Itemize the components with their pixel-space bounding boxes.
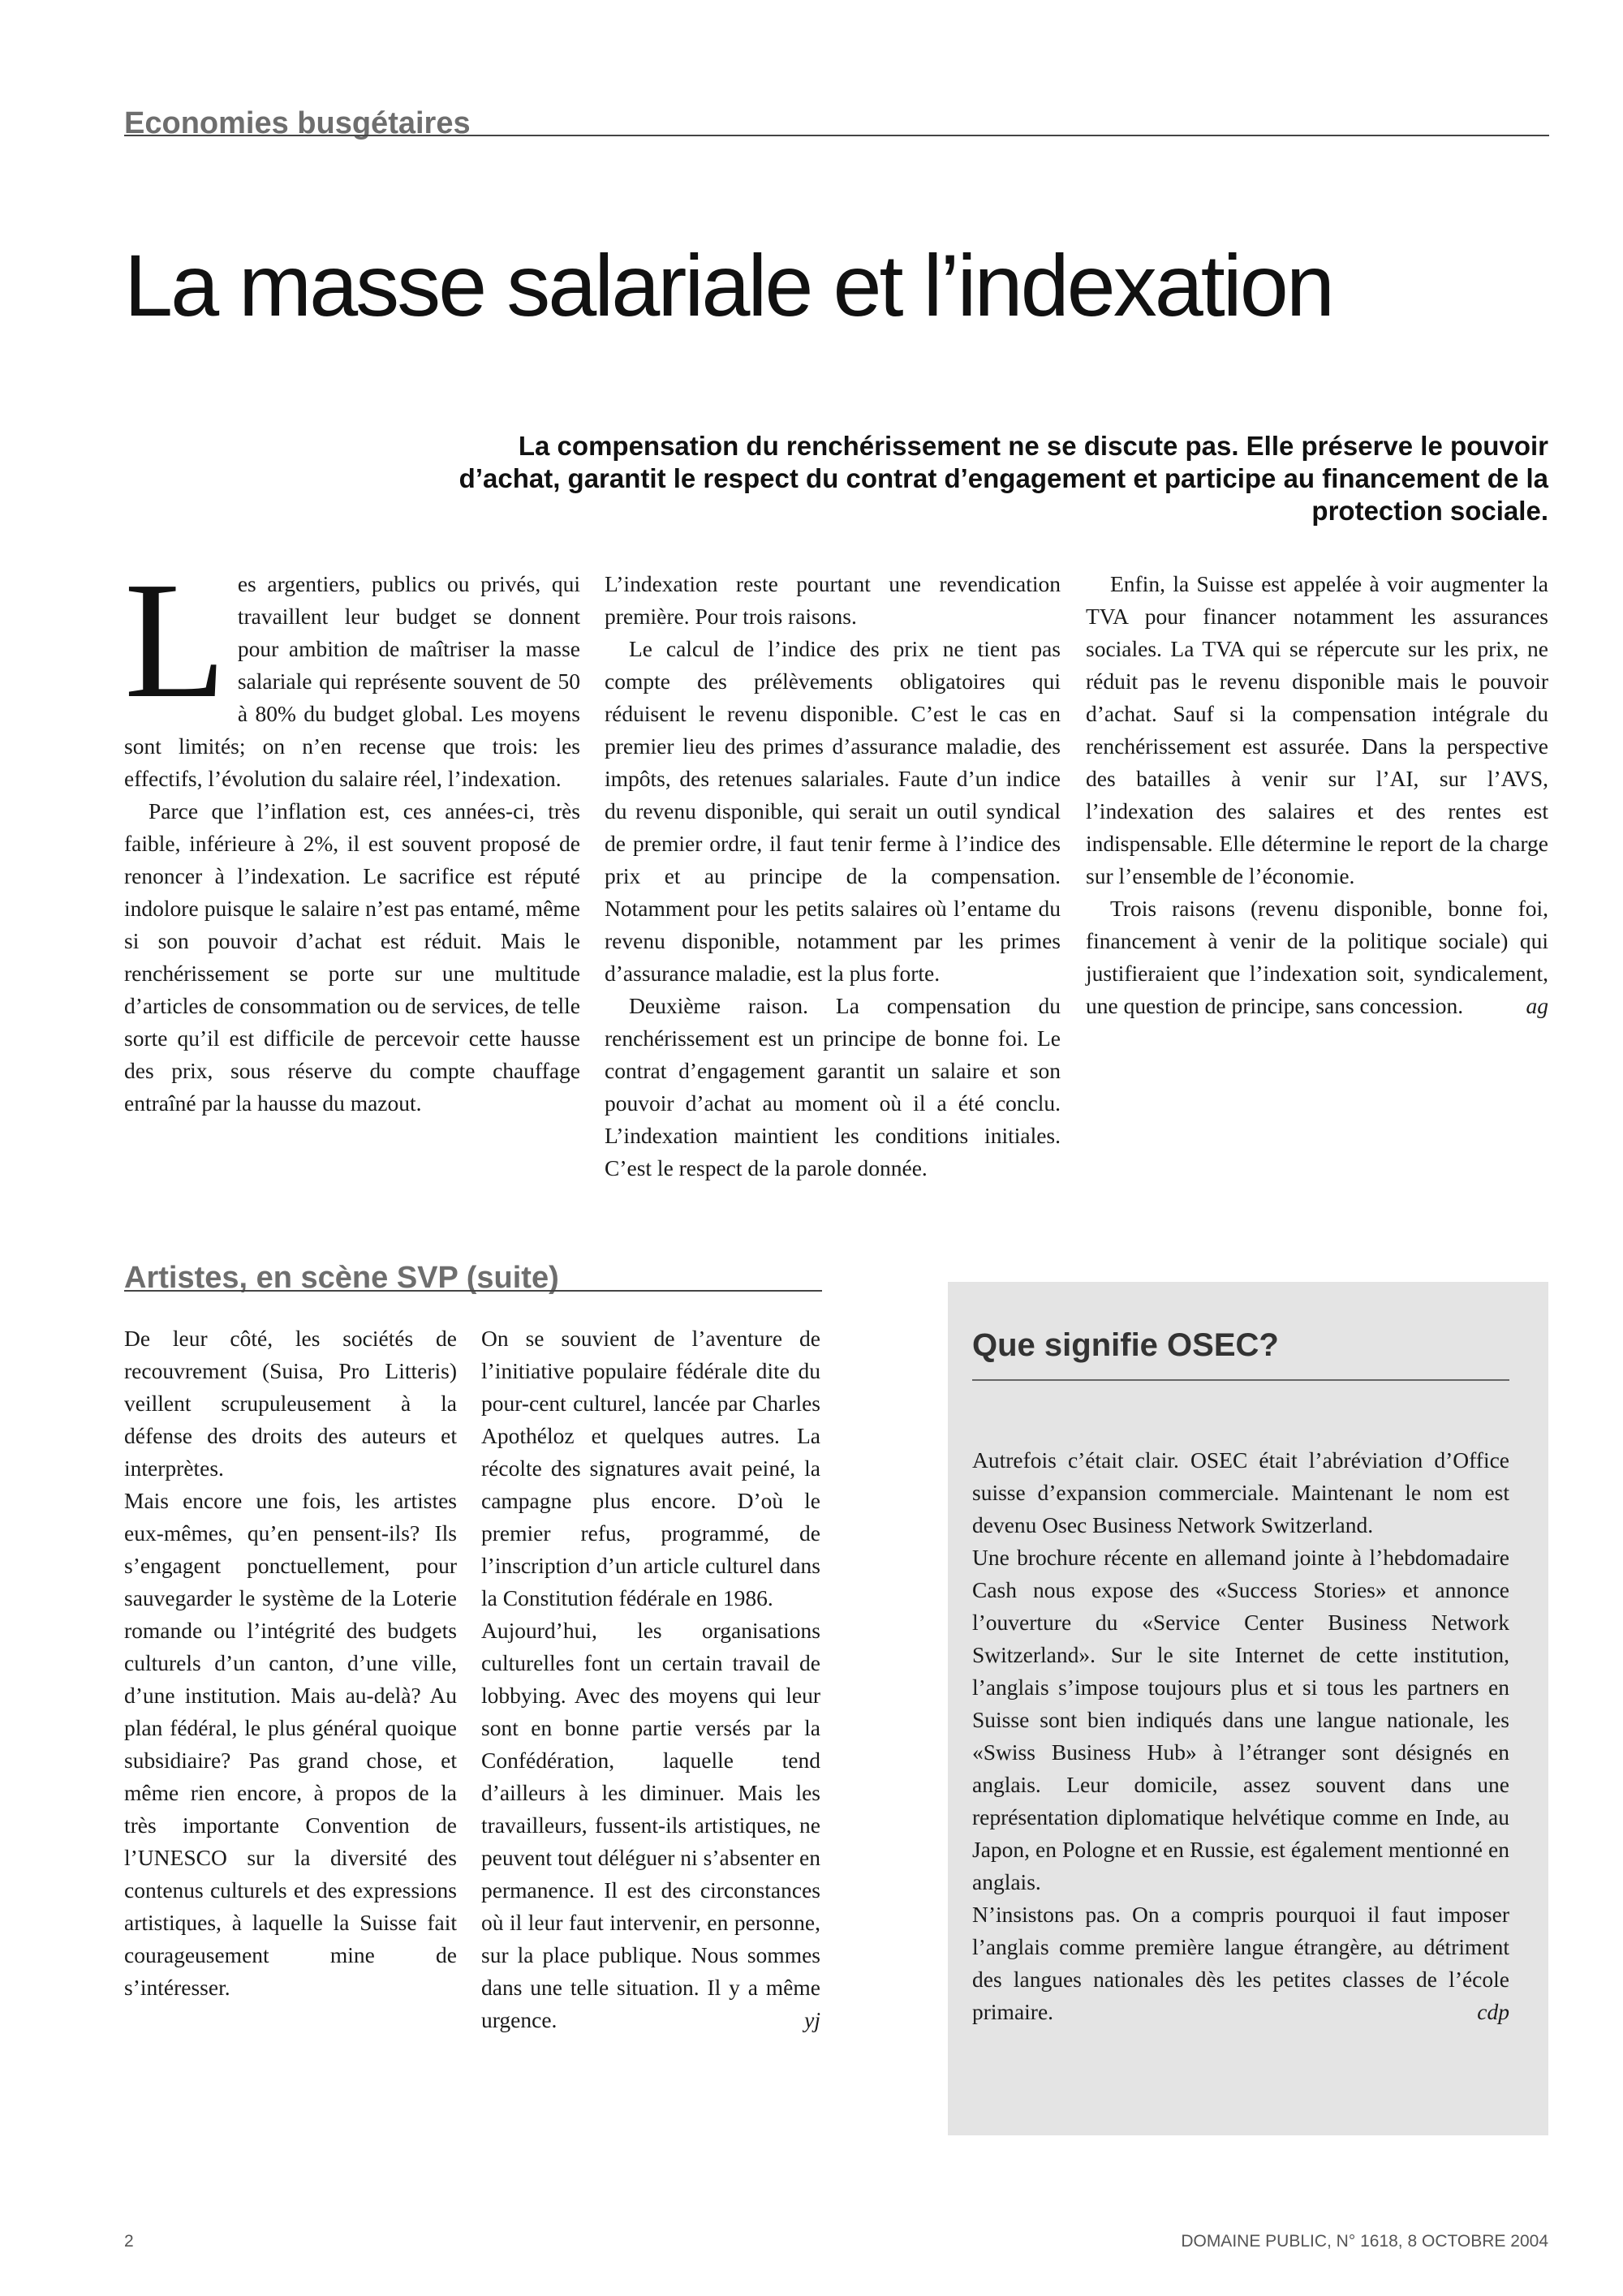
article1-paragraph: L’indexation reste pourtant une revendication première. Pour trois raisons. <box>605 571 1061 629</box>
drop-cap: L <box>124 547 226 733</box>
article1-paragraph: Parce que l’inflation est, ces années-ci, très faible, inférieure à 2%, il est souvent proposé de renoncer à l’indexation. Le sacrifice est réputé indolore puisque le salaire n’est pas entamé, même si son pouvoir d’achat est réduit. Mais le renchérissement se porte sur une multitude d’articles de consommation ou de services, de telle sorte qu’il est difficile de percevoir cette hausse des prix, sous réserve du compte chauffage entraîné par la hausse du mazout. <box>124 798 580 1116</box>
article2-column-1 <box>124 1322 457 2004</box>
article2-rule <box>124 1290 822 1292</box>
page-number: 2 <box>124 2232 134 2251</box>
article1-paragraph: Deuxième raison. La compensation du renchérissement est un principe de bonne foi. Le contrat d’engagement garantit un salaire et son pouvoir d’achat au moment où il a été conclu. L’indexation maintient les conditions initiales. C’est le respect de la parole donnée. <box>605 993 1061 1180</box>
sidebar-paragraph: Autrefois c’était clair. OSEC était l’abréviation d’Office suisse d’expansion commerciale. Maintenant le nom est devenu Osec Business Network Switzerland. <box>972 1447 1509 1537</box>
article-title: La masse salariale et l’indexation <box>124 236 1332 334</box>
article1-paragraph: Trois raisons (revenu disponible, bonne foi, financement à venir de la politique sociale) qui justifieraient que l’indexation soit, syndicalement, une question de principe, sans concession. ag <box>1086 892 1548 1022</box>
sidebar-signature: cdp <box>1477 1999 1509 2024</box>
sidebar-box <box>948 1282 1548 2135</box>
sidebar-title: Que signifie OSEC? <box>972 1327 1279 1363</box>
article2-paragraph: Mais encore une fois, les artistes eux-mêmes, qu’en pensent-ils? Ils s’engagent ponctuellement, pour sauvegarder le système de la Loterie romande ou l’intégrité des budgets culturels d’un canton, d’une ville, d’une institution. Mais au-delà? Au plan fédéral, le plus général quoique subsidiaire? Pas grand chose, et même rien encore, à propos de la très importante Convention de l’UNESCO sur la diversité des contenus culturels et des expressions artistiques, à laquelle la Suisse fait courageusement mine de s’intéresser. <box>124 1488 457 2000</box>
article1-paragraph: Enfin, la Suisse est appelée à voir augmenter la TVA pour financer notamment les assurances sociales. La TVA qui se répercute sur les prix, ne réduit pas le revenu disponible mais le pouvoir d’achat. Sauf si la compensation intégrale du renchérissement est assurée. Dans la perspective des batailles à venir sur l’AI, sur l’AVS, l’indexation des salaires et des rentes est indispensable. Elle détermine le report de la charge sur l’ensemble de l’économie. <box>1086 571 1548 888</box>
publication-info: DOMAINE PUBLIC, N° 1618, 8 OCTOBRE 2004 <box>1181 2232 1548 2251</box>
section-heading: Economies busgétaires <box>124 106 471 140</box>
sidebar-text <box>972 1444 1509 2028</box>
sidebar-rule <box>972 1379 1509 1381</box>
article2-heading: Artistes, en scène SVP (suite) <box>124 1261 559 1295</box>
article1-paragraph: Les argentiers, publics ou privés, qui travaillent leur budget se donnent pour ambition de maîtriser la masse salariale qui représente souvent de 50 à 80% du budget global. Les moyens sont limités; on n’en recense que trois: les effectifs, l’évolution du salaire réel, l’indexation. <box>124 547 580 791</box>
article-lead: La compensation du renchérissement ne se discute pas. Elle préserve le pouvoir d’achat, garantit le respect du contrat d’engagement et participe au financement de la protection sociale. <box>458 431 1548 526</box>
section-rule <box>124 135 1549 136</box>
article1-column-1 <box>124 547 580 1120</box>
article2-signature: yj <box>804 2007 820 2032</box>
sidebar-paragraph: N’insistons pas. On a compris pourquoi il faut imposer l’anglais comme première langue étrangère, au détriment des langues nationales dès les petites classes de l’école primaire. cdp <box>972 1898 1509 2028</box>
article2-paragraph: On se souvient de l’aventure de l’initiative populaire fédérale dite du pour-cent culturel, lancée par Charles Apothéloz et quelques autres. La récolte des signatures avait peiné, la campagne plus encore. D’où le premier refus, programmé, de l’inscription d’un article culturel dans la Constitution fédérale en 1986. <box>481 1326 820 1610</box>
article2-column-2 <box>481 1322 820 2036</box>
article2-paragraph: De leur côté, les sociétés de recouvrement (Suisa, Pro Litteris) veillent scrupuleusement à la défense des droits des auteurs et interprètes. <box>124 1326 457 1481</box>
article1-column-2 <box>605 568 1061 1185</box>
article2-paragraph: Aujourd’hui, les organisations culturelles font un certain travail de lobbying. Avec des moyens qui leur sont en bonne partie versés par la Confédération, laquelle tend d’ailleurs à les diminuer. Mais les travailleurs, fussent-ils artistiques, ne peuvent tout déléguer ni s’absenter en permanence. Il est des circonstances où il leur faut intervenir, en personne, sur la place publique. Nous sommes dans une telle situation. Il y a même urgence. yj <box>481 1615 820 2036</box>
article1-paragraph: Le calcul de l’indice des prix ne tient pas compte des prélèvements obligatoires qui réduisent le revenu disponible. C’est le cas en premier lieu des primes d’assurance maladie, des impôts, des retenues salariales. Faute d’un indice du revenu disponible, qui serait un outil syndical de premier ordre, il faut tenir ferme à l’indice des prix et au principe de la compensation. Notamment pour les petits salaires où l’entame du revenu disponible, notamment par les primes d’assurance maladie, est la plus forte. <box>605 636 1061 986</box>
article1-column-3 <box>1086 568 1548 1022</box>
sidebar-paragraph: Une brochure récente en allemand jointe à l’hebdomadaire Cash nous expose des «Success Stories» et annonce l’ouverture du «Service Center Business Network Switzerland». Sur le site Internet de cette institution, l’anglais s’impose toujours plus et si tous les partners en Suisse sont bien indiqués dans une langue nationale, les «Swiss Business Hub» à l’étranger sont désignés en anglais. Leur domicile, assez souvent dans une représentation diplomatique helvétique comme en Inde, au Japon, en Pologne et en Russie, est également mentionné en anglais. <box>972 1545 1509 1894</box>
article1-signature: ag <box>1526 993 1548 1018</box>
